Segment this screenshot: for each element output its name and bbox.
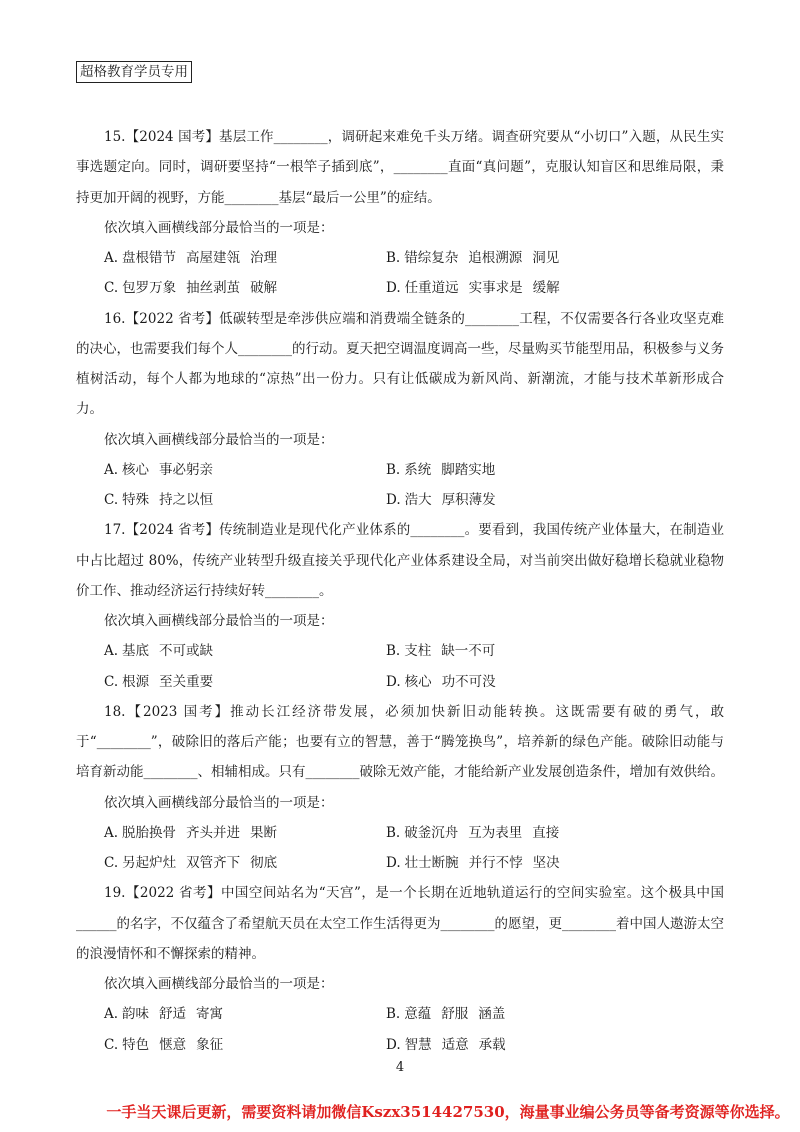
option-word: 任重道远 xyxy=(404,280,459,297)
option-word: 追根溯源 xyxy=(468,250,523,266)
option-letter: A. xyxy=(104,1006,119,1023)
question-text: 低碳转型是牵涉供应端和消费端全链条的________工程，不仅需要各行各业攻坚克难的决心，也需要我们每个人________的行动。夏天把空调温度调高一些，尽量购买节能型用品，积极参与义务植树活动，每个人都为地球的“凉热”出一份力。只有让低碳成为新风尚、新潮流，才能与技术革新形成合力。 xyxy=(76,310,725,418)
option-word: 齐头并进 xyxy=(186,824,241,841)
options-row xyxy=(76,273,724,303)
options-row xyxy=(76,243,724,273)
option-word: 缓解 xyxy=(532,280,560,297)
option-word: 根源 xyxy=(122,673,150,690)
option-letter: A. xyxy=(104,461,119,478)
option-c xyxy=(104,1030,386,1060)
option-word: 不可或缺 xyxy=(159,643,214,660)
option-word: 承载 xyxy=(478,1036,506,1053)
option-word: 高屋建瓴 xyxy=(186,250,241,266)
option-letter: C. xyxy=(104,1036,119,1053)
options-row xyxy=(76,455,724,485)
option-word: 盘根错节 xyxy=(122,250,177,266)
question-number: 17. xyxy=(104,522,126,539)
option-word: 象征 xyxy=(196,1036,224,1053)
option-word: 特殊 xyxy=(122,492,150,508)
options-row xyxy=(76,1030,724,1060)
question-instruction: 依次填入画横线部分最恰当的一项是： xyxy=(104,219,334,236)
question-number: 16. xyxy=(104,310,126,327)
question-source: 【2023 国考】 xyxy=(125,703,231,720)
question-text: 中国空间站名为“天宫”，是一个长期在近地轨道运行的空间实验室。这个极具中国______的名字，不仅蕴含了希望航天员在太空工作生活得更为________的愿望，更________着中国人遨游太空的浪漫情怀和不懈探索的精神。 xyxy=(76,885,724,962)
option-word: 彻底 xyxy=(250,855,278,871)
option-a xyxy=(104,818,386,848)
option-letter: B. xyxy=(386,824,401,841)
option-d xyxy=(386,1030,668,1060)
question-source: 【2024 国考】 xyxy=(125,129,220,145)
question-source: 【2022 省考】 xyxy=(125,885,221,902)
option-word: 事必躬亲 xyxy=(159,461,214,478)
question-text: 传统制造业是现代化产业体系的________。要看到，我国传统产业体量大，在制造业中占比超过 80%，传统产业转型升级直接关乎现代化产业体系建设全局，对当前突出做好稳增长稳就业稳物价工作、推动经济运行持续好转________。 xyxy=(76,522,725,599)
option-word: 韵味 xyxy=(122,1006,150,1023)
option-letter: D. xyxy=(386,1036,401,1053)
option-letter: D. xyxy=(386,855,401,871)
question-number: 15. xyxy=(104,129,126,145)
option-word: 治理 xyxy=(250,250,278,266)
option-word: 互为表里 xyxy=(468,824,523,841)
option-word: 至关重要 xyxy=(159,673,214,690)
options-row xyxy=(76,818,724,848)
option-word: 涵盖 xyxy=(478,1006,506,1023)
option-c xyxy=(104,848,386,878)
option-word: 适意 xyxy=(441,1036,469,1053)
option-a xyxy=(104,636,386,666)
question-16 xyxy=(76,304,724,516)
option-word: 抽丝剥茧 xyxy=(186,280,241,297)
question-instruction: 依次填入画横线部分最恰当的一项是： xyxy=(104,794,334,811)
option-word: 另起炉灶 xyxy=(122,855,177,871)
option-letter: B. xyxy=(386,1006,401,1023)
options-row xyxy=(76,848,724,878)
option-letter: D. xyxy=(386,673,401,690)
option-word: 厚积薄发 xyxy=(441,492,496,508)
option-c xyxy=(104,485,386,515)
option-word: 持之以恒 xyxy=(159,492,214,508)
question-source: 【2022 省考】 xyxy=(125,310,220,327)
question-stem xyxy=(76,122,724,213)
option-c xyxy=(104,667,386,697)
footer-notice: 一手当天课后更新，需要资料请加微信Kszx3514427530，海量事业编公务员等备考资源等你选择。 xyxy=(106,1103,790,1121)
option-b xyxy=(386,999,668,1029)
options-row xyxy=(76,667,724,697)
option-d xyxy=(386,848,668,878)
option-word: 惬意 xyxy=(159,1036,187,1053)
option-word: 浩大 xyxy=(404,492,432,508)
option-word: 智慧 xyxy=(404,1036,432,1053)
option-letter: B. xyxy=(386,461,401,478)
option-word: 缺一不可 xyxy=(441,643,496,660)
question-15 xyxy=(76,122,724,304)
question-list xyxy=(76,122,724,1060)
question-instruction: 依次填入画横线部分最恰当的一项是： xyxy=(104,976,334,992)
option-b xyxy=(386,636,668,666)
option-word: 实事求是 xyxy=(468,280,523,297)
options-row xyxy=(76,999,724,1029)
option-word: 舒适 xyxy=(159,1006,187,1023)
question-18 xyxy=(76,697,724,879)
option-word: 舒服 xyxy=(441,1006,469,1023)
option-word: 脱胎换骨 xyxy=(122,824,177,841)
question-number: 19. xyxy=(104,885,126,902)
option-word: 包罗万象 xyxy=(122,280,177,297)
option-word: 意蕴 xyxy=(404,1006,432,1023)
question-stem xyxy=(76,304,724,425)
option-word: 寄寓 xyxy=(196,1006,224,1023)
option-letter: A. xyxy=(104,250,119,266)
option-a xyxy=(104,243,386,273)
option-letter: B. xyxy=(386,643,401,660)
page-number: 4 xyxy=(395,1060,405,1075)
question-instruction: 依次填入画横线部分最恰当的一项是： xyxy=(104,613,334,629)
option-letter: B. xyxy=(386,250,401,266)
option-word: 破解 xyxy=(250,280,278,297)
option-letter: C. xyxy=(104,492,119,508)
question-text: 推动长江经济带发展，必须加快新旧动能转换。这既需要有破的勇气，敢于“________”，破除旧的落后产能；也要有立的智慧，善于“腾笼换鸟”，培养新的绿色产能。破除旧动能与培育新动能________、相辅相成。只有________破除无效产能，才能给新产业发展创造条件，增加有效供给。 xyxy=(76,703,724,781)
option-word: 壮士断腕 xyxy=(404,855,459,871)
option-word: 并行不悖 xyxy=(468,855,523,871)
question-stem xyxy=(76,878,724,969)
option-b xyxy=(386,818,668,848)
option-word: 坚决 xyxy=(532,855,560,871)
option-word: 核心 xyxy=(404,673,432,690)
option-word: 支柱 xyxy=(404,643,432,660)
option-letter: D. xyxy=(386,280,401,297)
question-19 xyxy=(76,878,724,1060)
student-only-badge: 超格教育学员专用 xyxy=(76,61,192,83)
option-a xyxy=(104,999,386,1029)
option-b xyxy=(386,455,668,485)
option-a xyxy=(104,455,386,485)
option-letter: C. xyxy=(104,855,119,871)
option-letter: D. xyxy=(386,492,401,508)
options-row xyxy=(76,636,724,666)
option-word: 错综复杂 xyxy=(404,250,459,266)
option-word: 双管齐下 xyxy=(186,855,241,871)
option-letter: A. xyxy=(104,643,119,660)
question-instruction: 依次填入画横线部分最恰当的一项是： xyxy=(104,431,334,448)
question-stem xyxy=(76,515,724,606)
option-c xyxy=(104,273,386,303)
question-number: 18. xyxy=(104,703,126,720)
option-letter: A. xyxy=(104,824,119,841)
question-stem xyxy=(76,697,724,788)
options-row xyxy=(76,485,724,515)
option-word: 果断 xyxy=(250,824,278,841)
option-letter: C. xyxy=(104,280,119,297)
question-17 xyxy=(76,515,724,697)
option-word: 核心 xyxy=(122,461,150,478)
option-d xyxy=(386,667,668,697)
option-letter: C. xyxy=(104,673,119,690)
option-word: 直接 xyxy=(532,824,560,841)
option-word: 功不可没 xyxy=(441,673,496,690)
question-text: 基层工作________，调研起来难免千头万绪。调查研究要从“小切口”入题，从民生实事选题定向。同时，调研要坚持“一根竿子插到底”，________直面“真问题”，克服认知盲区和思维局限，秉持更加开阔的视野，方能________基层“最后一公里”的症结。 xyxy=(76,129,724,206)
option-word: 基底 xyxy=(122,643,150,660)
option-word: 脚踏实地 xyxy=(441,461,496,478)
option-d xyxy=(386,485,668,515)
option-word: 特色 xyxy=(122,1036,150,1053)
option-word: 洞见 xyxy=(532,250,560,266)
option-b xyxy=(386,243,668,273)
option-word: 破釜沉舟 xyxy=(404,824,459,841)
option-d xyxy=(386,273,668,303)
question-source: 【2024 省考】 xyxy=(125,522,220,539)
option-word: 系统 xyxy=(404,461,432,478)
